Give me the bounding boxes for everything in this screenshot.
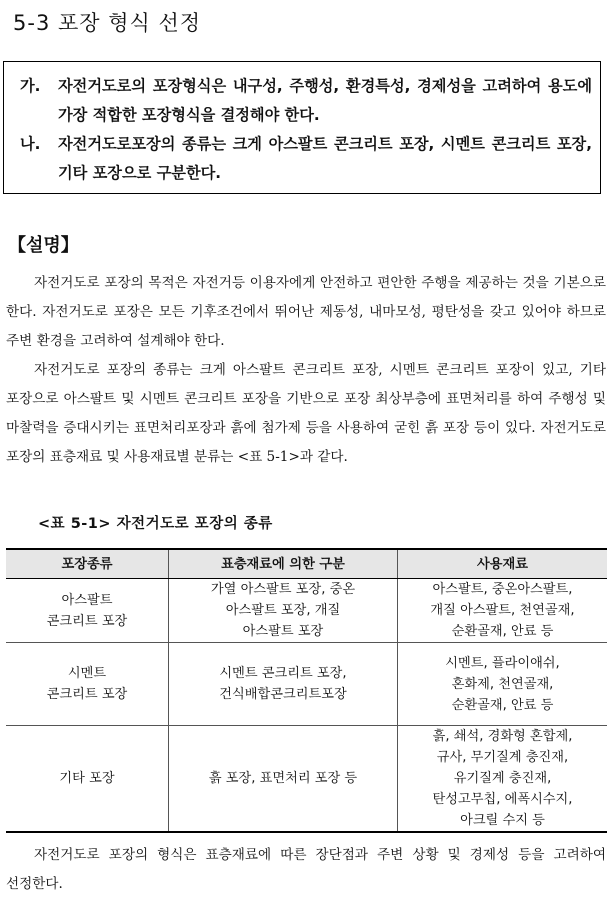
cell-surface-material: [169, 579, 398, 643]
summary-marker: 가.: [20, 77, 41, 95]
pavement-types-table: [6, 548, 607, 833]
table-caption: <표 5-1> 자전거도로 포장의 종류: [38, 516, 273, 532]
cell-line: 탄성고무칩, 에폭시수지,: [432, 792, 573, 807]
cell-materials-used: [398, 579, 608, 643]
table-header-row: [6, 549, 607, 579]
cell-line: 개질 아스팔트, 천연골재,: [430, 603, 575, 618]
cell-pavement-type: [6, 726, 169, 833]
cell-materials-used: [398, 643, 608, 726]
cell-line: 가열 아스팔트 포장, 중온: [210, 582, 356, 597]
summary-text: 자전거도로포장의 종류는 크게 아스팔트 콘크리트 포장, 시멘트 콘크리트 포장, 기타 포장으로 구분한다.: [58, 135, 592, 182]
summary-box: [3, 61, 601, 194]
cell-line: 아스팔트, 중온아스팔트,: [432, 582, 573, 597]
cell-line: 아스팔트: [61, 592, 113, 608]
cell-line: 순환골재, 안료 등: [451, 624, 554, 639]
explanation-label: 【설명】: [8, 235, 79, 256]
cell-line: 유기질계 충진재,: [453, 771, 552, 786]
summary-marker: 나.: [20, 135, 41, 153]
cell-line: 혼화제, 천연골재,: [451, 676, 554, 692]
summary-item: [20, 130, 592, 188]
cell-pavement-type: [6, 643, 169, 726]
body-paragraph: 자전거도로 포장의 형식은 표층재료에 따른 장단점과 주변 상황 및 경제성 등을 고려하여 선정한다.: [6, 847, 606, 892]
summary-item: [20, 72, 592, 130]
table-row: [6, 579, 607, 643]
cell-line: 콘크리트 포장: [46, 687, 128, 702]
cell-line: 흙, 쇄석, 경화형 혼합제,: [432, 729, 573, 744]
body-paragraph: 자전거도로 포장의 종류는 크게 아스팔트 콘크리트 포장, 시멘트 콘크리트 포장이 있고, 기타 포장으로 아스팔트 및 시멘트 콘크리트 포장을 기반으로 포장 최상부층에 표면처리를 하여 주행성 및 마찰력을 증대시키는 표면처리포장과 흙에 첨가제 등을 사용하여 굳힌 흙 포장 등이 있다. 자전거도로 포장의 표층재료 및 사용재료별 분류는 <표 5-1>과 같다.: [6, 362, 606, 465]
cell-surface-material: [169, 643, 398, 726]
cell-line: 규사, 무기질계 충진재,: [436, 750, 569, 765]
cell-line: 순환골재, 안료 등: [451, 697, 554, 713]
cell-line: 기타 포장: [59, 771, 115, 786]
summary-text: 자전거도로의 포장형식은 내구성, 주행성, 환경특성, 경제성을 고려하여 용도에 가장 적합한 포장형식을 결정해야 한다.: [58, 77, 592, 124]
cell-line: 시멘트, 플라이애쉬,: [445, 655, 560, 671]
cell-pavement-type: [6, 579, 169, 643]
cell-line: 아스팔트 포장, 개질: [225, 603, 341, 618]
cell-line: 아크릴 수지 등: [460, 813, 545, 828]
cell-materials-used: [398, 726, 608, 833]
cell-line: 아스팔트 포장: [242, 624, 324, 639]
cell-line: 콘크리트 포장: [46, 613, 128, 629]
cell-line: 흙 포장, 표면처리 포장 등: [208, 771, 358, 786]
table-row: [6, 726, 607, 833]
table-row: [6, 643, 607, 726]
cell-surface-material: [169, 726, 398, 833]
cell-line: 시멘트 콘크리트 포장,: [219, 666, 347, 681]
header-surface-material: 표층재료에 의한 구분: [169, 549, 398, 579]
cell-line: 건식배합콘크리트포장: [219, 687, 347, 702]
header-pavement-type: 포장종류: [6, 549, 169, 579]
section-heading: 5-3 포장 형식 선정: [13, 11, 202, 35]
header-materials-used: 사용재료: [398, 549, 608, 579]
body-paragraph: 자전거도로 포장의 목적은 자전거등 이용자에게 안전하고 편안한 주행을 제공하는 것을 기본으로 한다. 자전거도로 포장은 모든 기후조건에서 뛰어난 제동성, 내마모성, 평탄성을 갖고 있어야 하므로 주변 환경을 고려하여 설계해야 한다.: [6, 275, 606, 349]
cell-line: 시멘트: [67, 666, 107, 681]
